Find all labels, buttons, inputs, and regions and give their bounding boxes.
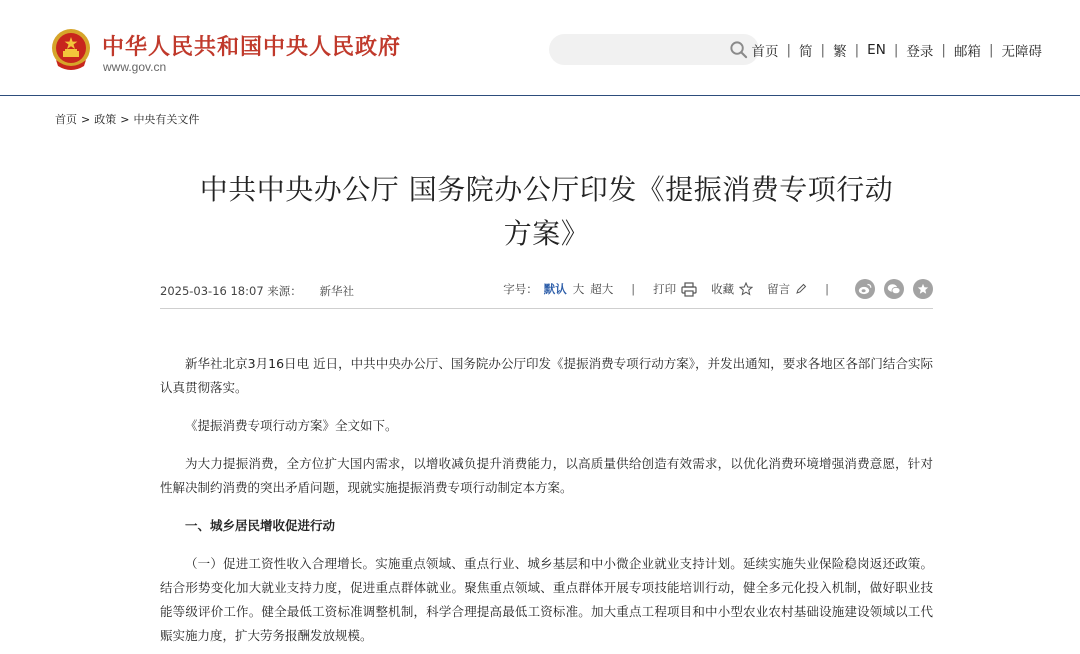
article-paragraph: 为大力提振消费，全方位扩大国内需求，以增收减负提升消费能力，以高质量供给创造有效需求，以优化消费环境增强消费意愿，针对性解决制约消费的突出矛盾问题，现就实施提振消费专项行动制定本方案。 xyxy=(160,456,933,495)
search-input[interactable] xyxy=(563,40,723,59)
nav-separator: | xyxy=(988,42,994,58)
nav-separator: | xyxy=(854,42,860,58)
source-name: 新华社 xyxy=(319,284,354,298)
printer-icon xyxy=(681,282,697,297)
comment-button[interactable] xyxy=(767,281,807,297)
article-title-line-1: 中共中央办公厅 国务院办公厅印发《提振消费专项行动 xyxy=(199,173,894,206)
article-paragraph: 新华社北京3月16日电 近日，中共中央办公厅、国务院办公厅印发《提振消费专项行动方案》，并发出通知，要求各地区各部门结合实际认真贯彻落实。 xyxy=(160,356,933,395)
font-size-label: 字号： xyxy=(503,282,538,296)
nav-traditional[interactable]: 繁 xyxy=(833,44,847,60)
nav-separator: | xyxy=(941,42,946,58)
nav-login[interactable]: 登录 xyxy=(906,44,934,60)
article-meta xyxy=(160,283,933,309)
nav-mailbox[interactable]: 邮箱 xyxy=(953,44,981,60)
favorite-button[interactable] xyxy=(711,281,753,297)
breadcrumb-home[interactable]: 首页 xyxy=(55,113,77,126)
favorite-star-icon[interactable] xyxy=(913,279,933,299)
nav-accessibility[interactable]: 无障碍 xyxy=(1001,44,1042,60)
font-size-extra-large[interactable]: 超大 xyxy=(590,282,614,296)
article-title xyxy=(160,168,933,256)
source-label: 来源： xyxy=(267,284,302,298)
site-name[interactable]: 中华人民共和国中央人民政府 xyxy=(102,35,402,60)
meta-separator: | xyxy=(631,282,636,296)
print-button[interactable] xyxy=(653,281,697,297)
publish-datetime: 2025-03-16 18:07 xyxy=(160,284,264,298)
font-size-default[interactable]: 默认 xyxy=(543,282,567,296)
breadcrumb-central-documents[interactable]: 中央有关文件 xyxy=(133,113,200,126)
top-nav xyxy=(751,40,1042,60)
search-box[interactable] xyxy=(549,34,759,65)
breadcrumb xyxy=(55,111,199,127)
section-heading: 一、城乡居民增收促进行动 xyxy=(185,518,336,533)
meta-divider xyxy=(160,308,933,309)
breadcrumb-arrow: > xyxy=(120,113,130,126)
article-paragraph: （一）促进工资性收入合理增长。实施重点领域、重点行业、城乡基层和中小微企业就业支持计划。延续实施失业保险稳岗返还政策。结合形势变化加大就业支持力度，促进重点群体就业。聚焦重点领域、重点群体开展专项技能培训行动，健全多元化投入机制，做好职业技能等级评价工作。健全最低工资标准调整机制，科学合理提高最低工资标准。加大重点工程项目和中小型农业农村基础设施建设领域以工代赈实施力度，扩大劳务报酬发放规模。 xyxy=(160,556,933,643)
nav-simplified[interactable]: 简 xyxy=(799,44,813,60)
font-size-large[interactable]: 大 xyxy=(572,282,585,296)
favorite-label: 收藏 xyxy=(711,282,735,296)
site-url[interactable]: www.gov.cn xyxy=(103,60,167,74)
search-icon[interactable] xyxy=(729,40,748,59)
meta-separator: | xyxy=(825,282,829,296)
national-emblem-icon[interactable] xyxy=(50,28,92,72)
nav-home[interactable]: 首页 xyxy=(751,44,779,60)
nav-separator: | xyxy=(893,42,899,58)
pencil-icon xyxy=(795,283,807,295)
article-body xyxy=(160,352,933,654)
star-outline-icon xyxy=(739,282,753,296)
nav-separator: | xyxy=(820,42,826,58)
print-label: 打印 xyxy=(653,282,677,296)
site-header xyxy=(0,0,1080,96)
breadcrumb-arrow: > xyxy=(81,113,91,126)
nav-english[interactable]: EN xyxy=(867,42,886,58)
breadcrumb-policy[interactable]: 政策 xyxy=(94,113,117,126)
wechat-icon[interactable] xyxy=(884,279,904,299)
article-paragraph: 《提振消费专项行动方案》全文如下。 xyxy=(185,418,398,433)
article-title-line-2: 方案》 xyxy=(503,217,590,250)
weibo-icon[interactable] xyxy=(855,279,875,299)
nav-separator: | xyxy=(786,42,792,58)
comment-label: 留言 xyxy=(767,282,791,296)
